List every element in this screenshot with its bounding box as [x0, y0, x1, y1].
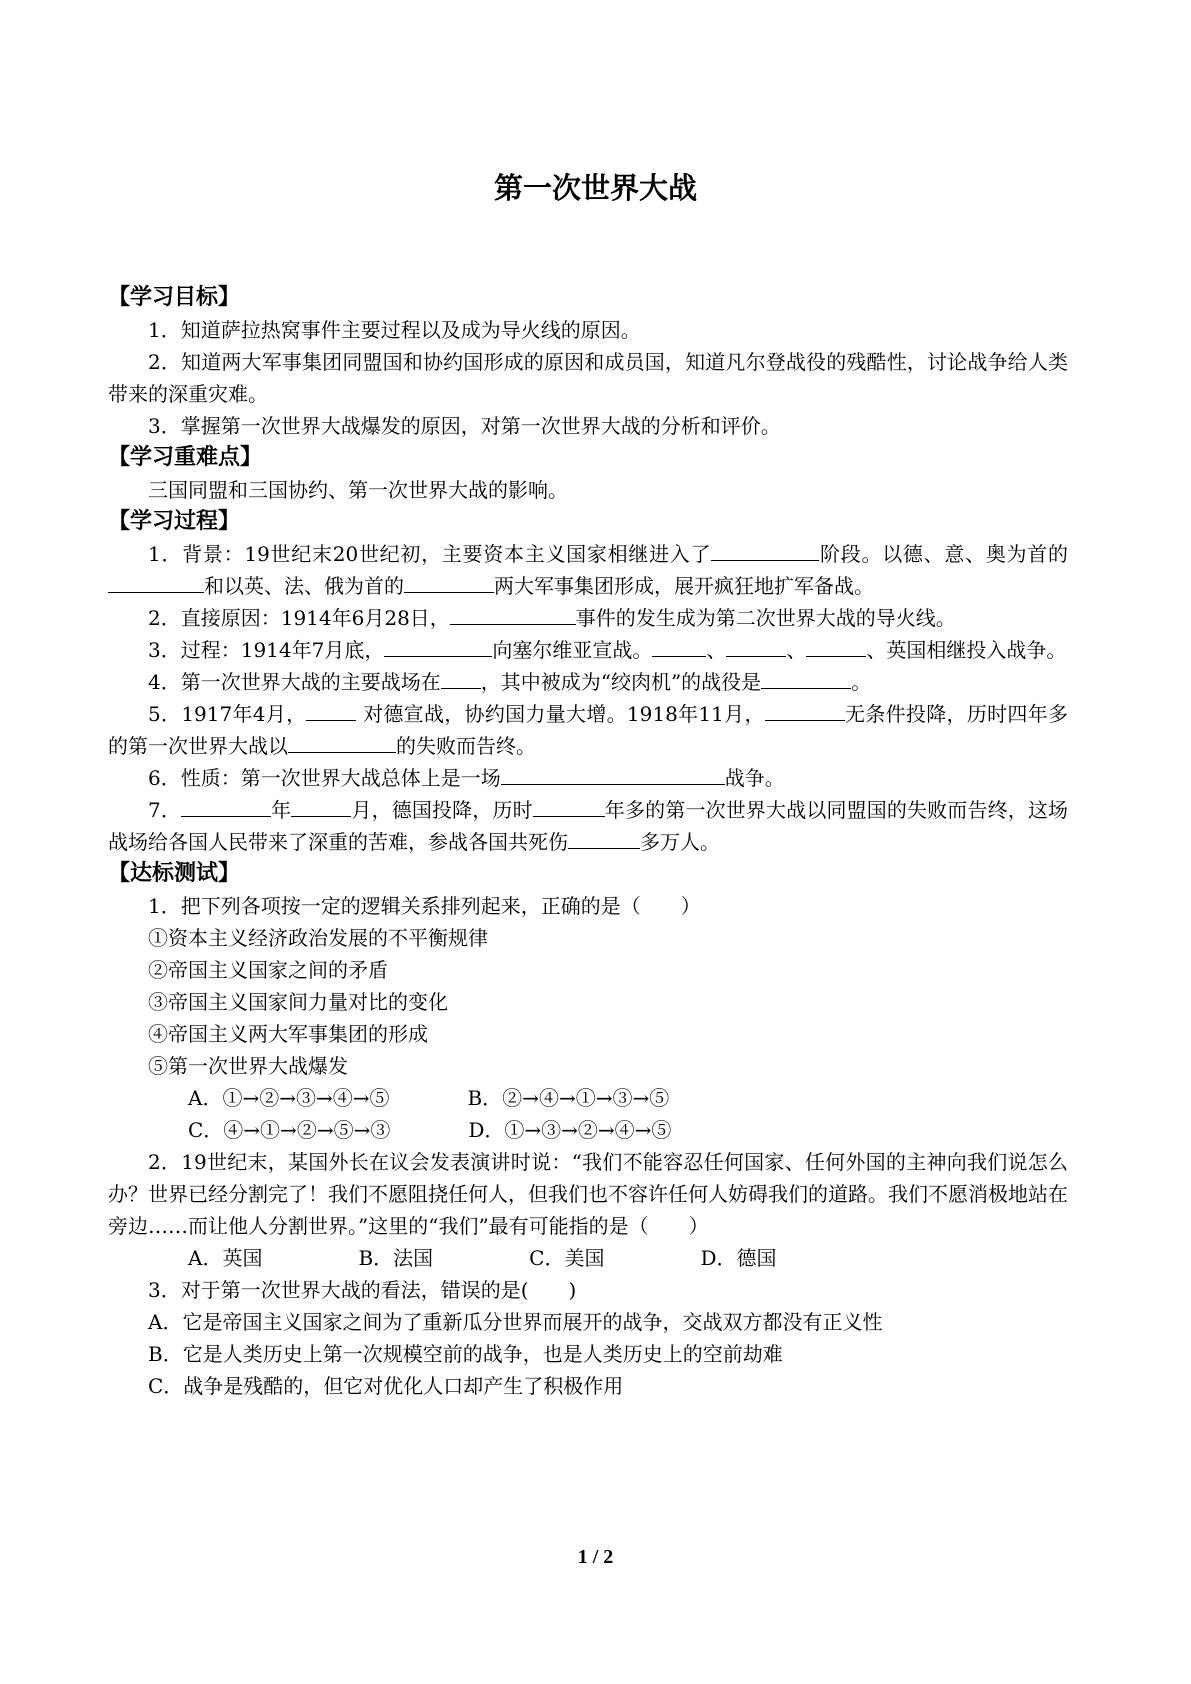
answer-option[interactable]: A．它是帝国主义国家之间为了重新瓜分世界而展开的战争，交战双方都没有正义性: [148, 1310, 883, 1334]
answer-option[interactable]: C．④→①→②→⑤→③: [188, 1118, 391, 1142]
fill-blank[interactable]: [288, 731, 396, 753]
q-text: 战争。: [724, 766, 785, 790]
fill-blank[interactable]: [450, 603, 576, 625]
q-text: 5．1917年4月，: [148, 702, 307, 726]
test-question-3-stem: 3．对于第一次世界大战的看法，错误的是( ): [148, 1278, 577, 1302]
q-text: 两大军事集团形成，展开疯狂地扩军备战。: [494, 574, 874, 598]
q-text: 6．性质：第一次世界大战总体上是一场: [148, 766, 501, 790]
objective-item: 3．掌握第一次世界大战爆发的原因，对第一次世界大战的分析和评价。: [148, 414, 781, 438]
test-question-1-item: ③帝国主义国家间力量对比的变化: [148, 990, 448, 1014]
q-text: 向塞尔维亚宣战。: [492, 638, 653, 662]
fill-blank[interactable]: [568, 827, 640, 849]
answer-option[interactable]: B．②→④→①→③→⑤: [467, 1086, 670, 1110]
worksheet-content: [108, 282, 1068, 1402]
test-question-1-item: ②帝国主义国家之间的矛盾: [148, 958, 388, 982]
answer-option[interactable]: C．美国: [529, 1246, 605, 1270]
q-text: 2．直接原因：1914年6月28日，: [148, 606, 450, 630]
page-number: 1 / 2: [577, 1546, 614, 1568]
answer-option[interactable]: C．战争是残酷的，但它对优化人口却产生了积极作用: [148, 1374, 624, 1398]
test-question-2-stem: 2．19世纪末，某国外长在议会发表演讲时说：“我们不能容忍任何国家、任何外国的主神向我们说怎么办？世界已经分割完了！我们不愿阻挠任何人，但我们也不容许任何人妨碍我们的道路。我们不愿消极地站在旁边……而让他人分割世界。”这里的“我们”最有可能指的是（ ）: [108, 1150, 1068, 1238]
q-text: 年多的第一次世界大战以同盟国的失败而告终，这场战场给各国人民带来了深重的苦难，参战各国共死伤: [108, 798, 1069, 854]
test-heading: 【达标测试】: [108, 861, 241, 886]
q-text: 无条件投降，历时四年多的第一次世界大战以: [108, 702, 1068, 758]
answer-option[interactable]: D．①→③→②→④→⑤: [468, 1118, 672, 1142]
q-text: 、: [706, 638, 727, 662]
q-text: 年: [271, 798, 292, 822]
q-text: ，其中被成为“绞肉机”的战役是: [480, 670, 762, 694]
q-text: 3．过程：1914年7月底，: [148, 638, 385, 662]
fill-blank[interactable]: [761, 667, 851, 689]
fill-blank[interactable]: [291, 795, 351, 817]
process-question-2: [108, 602, 1068, 634]
fill-blank[interactable]: [652, 635, 706, 657]
answer-option[interactable]: B．它是人类历史上第一次规模空前的战争，也是人类历史上的空前劫难: [148, 1342, 783, 1366]
fill-blank[interactable]: [726, 635, 786, 657]
q-text: 的失败而告终。: [396, 734, 536, 758]
process-question-1: [108, 538, 1068, 602]
q-text: 1．背景：19世纪末20世纪初，主要资本主义国家相继进入了: [148, 542, 712, 566]
q-text: 对德宣战，协约国力量大增。1918年11月，: [356, 702, 765, 726]
fill-blank[interactable]: [306, 699, 356, 721]
fill-blank[interactable]: [404, 571, 494, 593]
fill-blank[interactable]: [806, 635, 866, 657]
q-text: 、英国相继投入战争。: [866, 638, 1067, 662]
test-question-1-item: ④帝国主义两大军事集团的形成: [148, 1022, 428, 1046]
test-question-1-item: ①资本主义经济政治发展的不平衡规律: [148, 926, 488, 950]
test-question-2-options-row: [108, 1242, 1068, 1274]
q-text: 7．: [148, 798, 182, 822]
q-text: 、: [786, 638, 807, 662]
fill-blank[interactable]: [181, 795, 271, 817]
fill-blank[interactable]: [384, 635, 492, 657]
process-question-7: [108, 794, 1068, 858]
fill-blank[interactable]: [711, 539, 819, 561]
fill-blank[interactable]: [501, 763, 725, 785]
q-text: 多万人。: [640, 830, 720, 854]
test-question-1-stem: 1．把下列各项按一定的逻辑关系排列起来，正确的是（ ）: [148, 894, 701, 918]
process-heading: 【学习过程】: [108, 509, 241, 534]
objective-item: 1．知道萨拉热窝事件主要过程以及成为导火线的原因。: [148, 318, 641, 342]
page-title: 第一次世界大战: [493, 171, 697, 205]
test-question-1-options-row: [108, 1114, 1068, 1146]
answer-option[interactable]: A．英国: [188, 1246, 263, 1270]
answer-option[interactable]: A．①→②→③→④→⑤: [188, 1086, 390, 1110]
q-text: 阶段。以德、意、奥为首的: [819, 542, 1069, 566]
fill-blank[interactable]: [441, 667, 481, 689]
process-question-4: [108, 666, 1068, 698]
key-points-text: 三国同盟和三国协约、第一次世界大战的影响。: [148, 478, 568, 502]
fill-blank[interactable]: [765, 699, 845, 721]
process-question-3: [108, 634, 1068, 666]
q-text: 月，德国投降，历时: [351, 798, 533, 822]
fill-blank[interactable]: [108, 571, 204, 593]
objective-item: 2．知道两大军事集团同盟国和协约国形成的原因和成员国，知道凡尔登战役的残酷性，讨论战争给人类带来的深重灾难。: [108, 350, 1068, 406]
test-question-1-options-row: [108, 1082, 1068, 1114]
q-text: 4．第一次世界大战的主要战场在: [148, 670, 441, 694]
q-text: 事件的发生成为第二次世界大战的导火线。: [575, 606, 956, 630]
answer-option[interactable]: D．德国: [700, 1246, 777, 1270]
answer-option[interactable]: B．法国: [358, 1246, 434, 1270]
q-text: 和以英、法、俄为首的: [204, 574, 404, 598]
q-text: 。: [851, 670, 872, 694]
fill-blank[interactable]: [533, 795, 605, 817]
test-question-1-item: ⑤第一次世界大战爆发: [148, 1054, 348, 1078]
objectives-heading: 【学习目标】: [108, 285, 241, 310]
process-question-6: [108, 762, 1068, 794]
process-question-5: [108, 698, 1068, 762]
key-points-heading: 【学习重难点】: [108, 445, 263, 470]
